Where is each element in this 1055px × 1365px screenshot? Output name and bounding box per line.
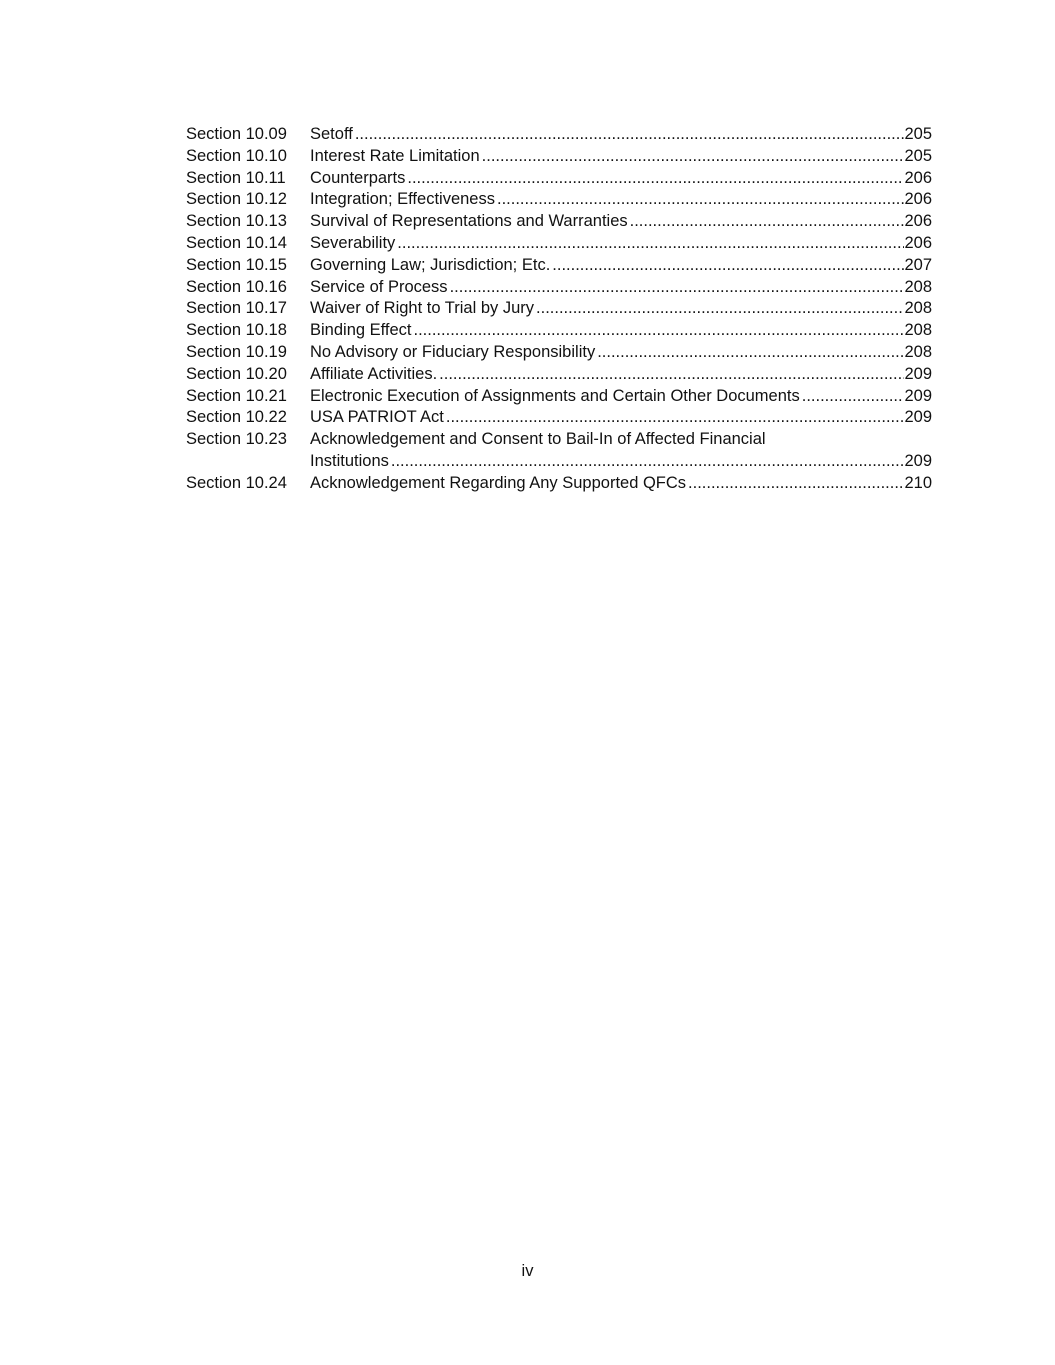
toc-entry <box>310 233 932 255</box>
section-number: Section 10.20 <box>186 364 287 383</box>
section-number: Section 10.18 <box>186 321 287 340</box>
section-title: Institutions <box>310 451 389 470</box>
page-number: 206 <box>904 190 932 209</box>
page-number: 208 <box>904 321 932 340</box>
toc-row-10-09 <box>186 124 932 146</box>
toc-row-10-18 <box>186 320 932 342</box>
toc-row-10-20 <box>186 364 932 386</box>
dot-leader <box>628 211 905 233</box>
section-title: Interest Rate Limitation <box>310 146 480 165</box>
section-title: Electronic Execution of Assignments and Certain Other Documents <box>310 386 800 405</box>
toc-row-10-14 <box>186 233 932 255</box>
page-number: 206 <box>904 212 932 231</box>
dot-leader <box>389 451 905 473</box>
section-title: Service of Process <box>310 277 448 296</box>
dot-leader <box>595 342 904 364</box>
page-number: 209 <box>904 386 932 405</box>
section-number: Section 10.17 <box>186 299 287 318</box>
section-number: Section 10.11 <box>186 168 286 187</box>
section-number: Section 10.16 <box>186 277 287 296</box>
section-title: Integration; Effectiveness <box>310 190 495 209</box>
section-title: Governing Law; Jurisdiction; Etc. <box>310 255 551 274</box>
dot-leader <box>480 146 905 168</box>
toc-entry <box>310 189 932 211</box>
section-number: Section 10.24 <box>186 473 287 492</box>
dot-leader <box>353 124 905 146</box>
toc-entry <box>310 168 932 190</box>
toc-entry <box>310 255 932 277</box>
section-title: USA PATRIOT Act <box>310 408 444 427</box>
page-number: 209 <box>904 451 932 470</box>
dot-leader <box>444 407 905 429</box>
page-number: 206 <box>904 168 932 187</box>
section-title: Counterparts <box>310 168 406 187</box>
toc-entry <box>310 429 932 473</box>
footer-page-number: iv <box>521 1262 534 1280</box>
dot-leader <box>686 473 904 495</box>
page-number: 208 <box>904 299 932 318</box>
toc-row-10-11 <box>186 168 932 190</box>
toc-row-10-22 <box>186 407 932 429</box>
toc-entry <box>310 124 932 146</box>
toc-row-10-13 <box>186 211 932 233</box>
page-number: 207 <box>904 255 932 274</box>
table-of-contents <box>186 124 932 495</box>
page-number: 208 <box>904 342 932 361</box>
section-title: Survival of Representations and Warranties <box>310 212 628 231</box>
section-title: Severability <box>310 233 396 252</box>
dot-leader <box>800 386 905 408</box>
section-number: Section 10.10 <box>186 146 287 165</box>
page-number: 209 <box>904 364 932 383</box>
section-number: Section 10.21 <box>186 386 287 405</box>
toc-row-10-10 <box>186 146 932 168</box>
toc-entry <box>310 364 932 386</box>
section-number: Section 10.22 <box>186 408 287 427</box>
section-number: Section 10.15 <box>186 255 287 274</box>
section-number: Section 10.12 <box>186 190 287 209</box>
toc-entry <box>310 277 932 299</box>
dot-leader <box>437 364 904 386</box>
toc-row-10-15 <box>186 255 932 277</box>
toc-entry <box>310 342 932 364</box>
toc-entry <box>310 386 932 408</box>
page-number: 205 <box>904 146 932 165</box>
toc-row-10-21 <box>186 386 932 408</box>
page-number: 210 <box>904 473 932 492</box>
dot-leader <box>534 298 904 320</box>
section-number: Section 10.14 <box>186 233 287 252</box>
toc-row-10-16 <box>186 277 932 299</box>
toc-row-10-12 <box>186 189 932 211</box>
dot-leader <box>495 189 904 211</box>
section-title: Setoff <box>310 125 353 143</box>
toc-entry <box>310 211 932 233</box>
toc-entry <box>310 473 932 495</box>
section-number: Section 10.13 <box>186 212 287 231</box>
toc-row-10-24 <box>186 473 932 495</box>
section-number: Section 10.09 <box>186 125 287 143</box>
toc-row-10-23 <box>186 429 932 473</box>
section-number: Section 10.19 <box>186 342 287 361</box>
page-number: 206 <box>904 233 932 252</box>
dot-leader <box>448 277 905 299</box>
page-number: 205 <box>904 125 932 143</box>
section-number: Section 10.23 <box>186 430 287 449</box>
toc-row-10-19 <box>186 342 932 364</box>
toc-row-10-17 <box>186 298 932 320</box>
toc-entry <box>310 407 932 429</box>
section-title: No Advisory or Fiduciary Responsibility <box>310 342 596 361</box>
section-title-line1: Acknowledgement and Consent to Bail-In of Affected Financial <box>310 430 766 449</box>
dot-leader <box>412 320 905 342</box>
section-title: Acknowledgement Regarding Any Supported QFCs <box>310 473 687 492</box>
section-title: Binding Effect <box>310 321 412 340</box>
dot-leader <box>405 168 904 190</box>
toc-entry <box>310 320 932 342</box>
toc-entry <box>310 298 932 320</box>
dot-leader <box>550 255 904 277</box>
section-title: Waiver of Right to Trial by Jury <box>310 299 535 318</box>
toc-entry <box>310 146 932 168</box>
dot-leader <box>395 233 904 255</box>
page-number: 209 <box>904 408 932 427</box>
section-title: Affiliate Activities. <box>310 364 438 383</box>
page-number: 208 <box>904 277 932 296</box>
